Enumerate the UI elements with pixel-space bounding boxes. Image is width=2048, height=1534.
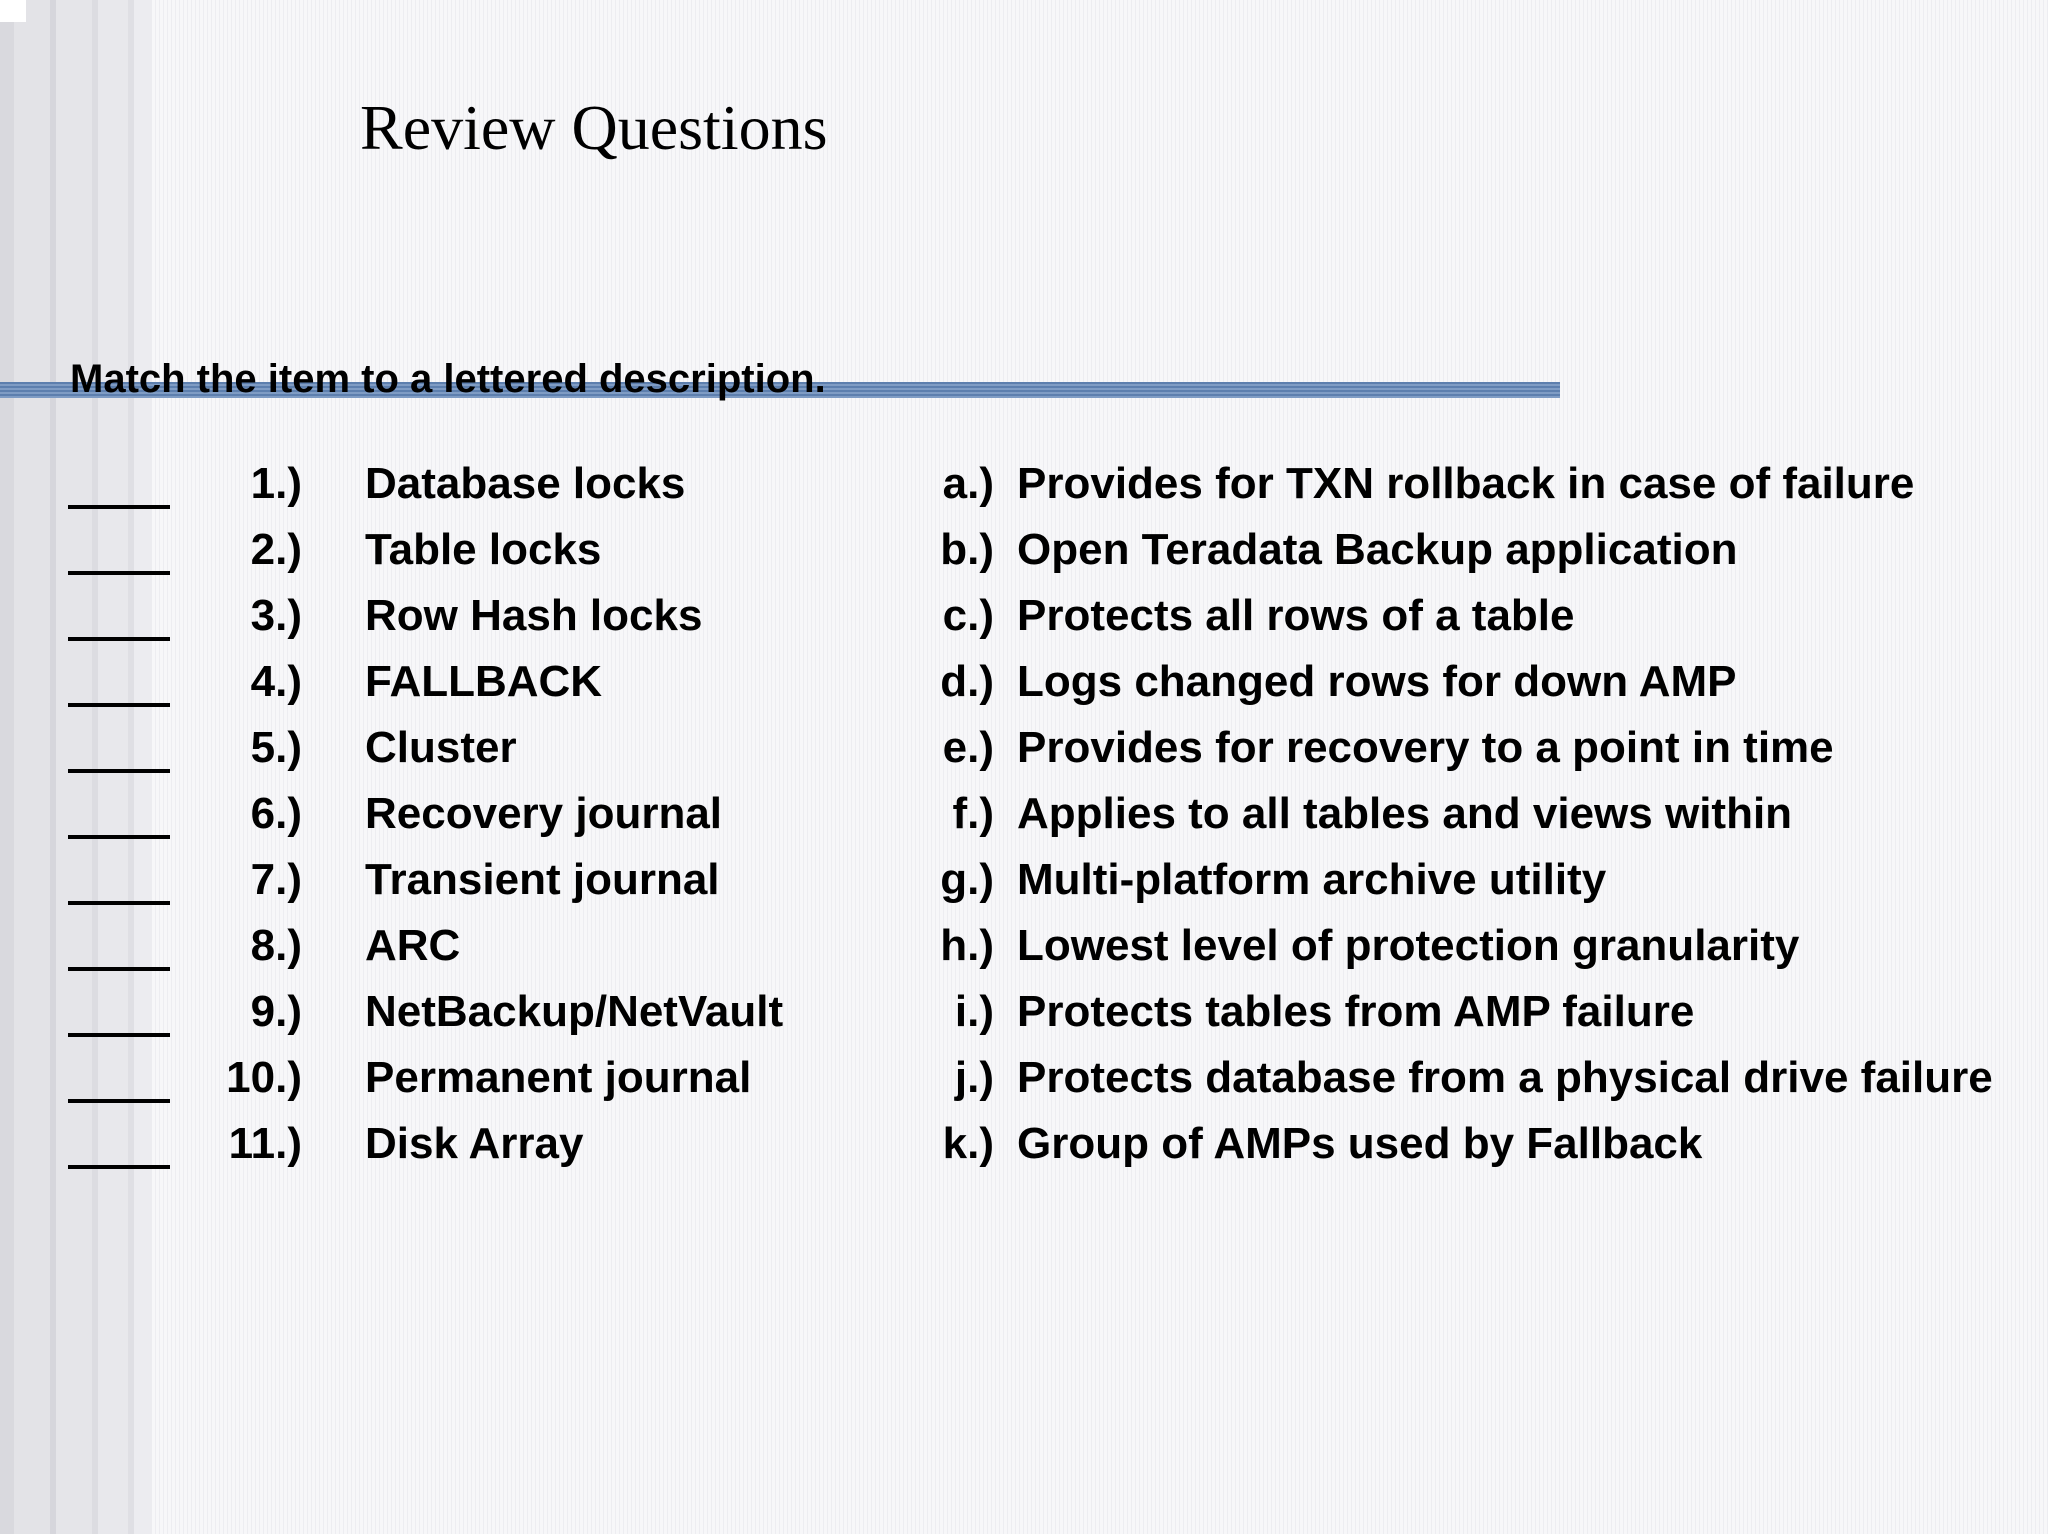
- answer-blank: [68, 967, 170, 971]
- item-term: Transient journal: [365, 855, 720, 904]
- answer-blank: [68, 1099, 170, 1103]
- description-letter: i.): [954, 987, 994, 1036]
- description-letter: c.): [942, 591, 994, 640]
- description-letter: k.): [942, 1119, 994, 1168]
- answer-blank: [68, 901, 170, 905]
- page-title: Review Questions: [360, 92, 828, 163]
- answer-blank: [68, 769, 170, 773]
- description-text: Provides for TXN rollback in case of failure: [1017, 459, 1915, 508]
- description-letter: b.): [940, 525, 994, 574]
- description-letter: a.): [942, 459, 994, 508]
- item-term: Row Hash locks: [365, 591, 703, 640]
- answer-blank: [68, 703, 170, 707]
- description-letter: h.): [940, 921, 994, 970]
- item-term: ARC: [365, 921, 461, 970]
- match-row: [0, 521, 2048, 587]
- description-text: Applies to all tables and views within: [1017, 789, 1793, 838]
- item-term: Permanent journal: [365, 1053, 752, 1102]
- item-term: Database locks: [365, 459, 686, 508]
- description-text: Open Teradata Backup application: [1017, 525, 1738, 574]
- item-term: Cluster: [365, 723, 517, 772]
- item-number: 9.): [250, 987, 302, 1036]
- description-letter: f.): [952, 789, 994, 838]
- item-number: 2.): [250, 525, 302, 574]
- answer-blank: [68, 1165, 170, 1169]
- match-row: [0, 587, 2048, 653]
- match-row: [0, 653, 2048, 719]
- description-text: Protects tables from AMP failure: [1017, 987, 1695, 1036]
- match-row: [0, 1115, 2048, 1181]
- description-text: Protects database from a physical drive failure: [1017, 1053, 1993, 1102]
- instruction-text: Match the item to a lettered description.: [70, 357, 826, 401]
- match-row: [0, 719, 2048, 785]
- description-text: Logs changed rows for down AMP: [1017, 657, 1737, 706]
- match-row: [0, 917, 2048, 983]
- match-row: [0, 983, 2048, 1049]
- match-row: [0, 851, 2048, 917]
- item-number: 8.): [250, 921, 302, 970]
- match-row: [0, 1049, 2048, 1115]
- corner-notch: [0, 0, 26, 22]
- description-text: Protects all rows of a table: [1017, 591, 1575, 640]
- description-text: Multi-platform archive utility: [1017, 855, 1607, 904]
- item-term: FALLBACK: [365, 657, 603, 706]
- item-term: Disk Array: [365, 1119, 584, 1168]
- item-number: 10.): [226, 1053, 302, 1102]
- answer-blank: [68, 1033, 170, 1037]
- description-text: Provides for recovery to a point in time: [1017, 723, 1834, 772]
- description-letter: e.): [942, 723, 994, 772]
- description-letter: j.): [954, 1053, 994, 1102]
- description-letter: d.): [940, 657, 994, 706]
- description-text: Group of AMPs used by Fallback: [1017, 1119, 1703, 1168]
- answer-blank: [68, 505, 170, 509]
- item-number: 3.): [250, 591, 302, 640]
- answer-blank: [68, 835, 170, 839]
- item-number: 7.): [250, 855, 302, 904]
- item-number: 11.): [228, 1119, 302, 1168]
- match-row: [0, 455, 2048, 521]
- item-number: 4.): [250, 657, 302, 706]
- item-term: NetBackup/NetVault: [365, 987, 784, 1036]
- item-number: 6.): [250, 789, 302, 838]
- description-letter: g.): [940, 855, 994, 904]
- item-term: Table locks: [365, 525, 602, 574]
- item-term: Recovery journal: [365, 789, 723, 838]
- answer-blank: [68, 571, 170, 575]
- description-text: Lowest level of protection granularity: [1017, 921, 1800, 970]
- matching-list: [0, 455, 2048, 1181]
- item-number: 1.): [250, 459, 302, 508]
- match-row: [0, 785, 2048, 851]
- item-number: 5.): [250, 723, 302, 772]
- answer-blank: [68, 637, 170, 641]
